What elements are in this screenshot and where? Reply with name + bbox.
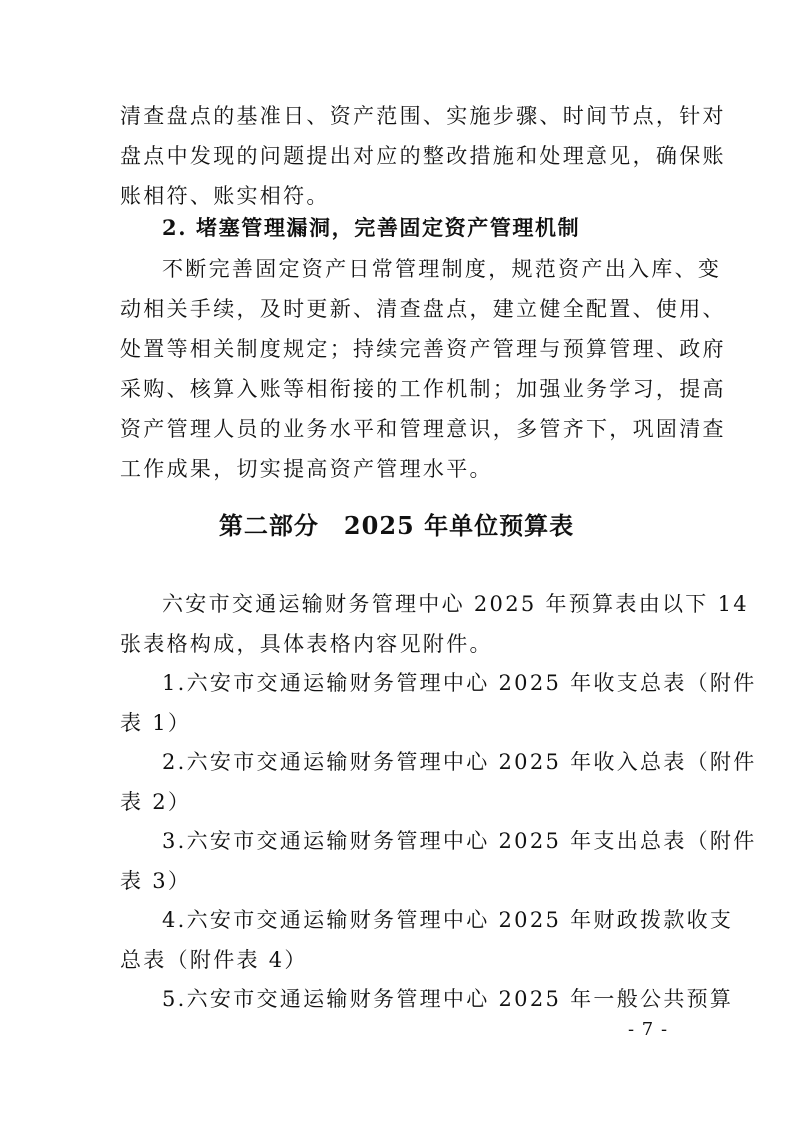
body-line: 清查盘点的基准日、资产范围、实施步骤、时间节点，针对 [120, 104, 726, 128]
intro-line: 六安市交通运输财务管理中心 2025 年预算表由以下 14 [162, 592, 749, 616]
intro-line: 张表格构成，具体表格内容见附件。 [120, 632, 493, 656]
body-line: 动相关手续，及时更新、清查盘点，建立健全配置、使用、 [120, 297, 726, 321]
list-item: 3.六安市交通运输财务管理中心 2025 年支出总表（附件 [162, 829, 757, 853]
list-item: 表 2） [120, 790, 192, 814]
body-line: 工作成果，切实提高资产管理水平。 [120, 457, 493, 481]
body-line: 不断完善固定资产日常管理制度，规范资产出入库、变 [162, 257, 722, 281]
list-item: 4.六安市交通运输财务管理中心 2025 年财政拨款收支 [162, 908, 734, 932]
body-line: 盘点中发现的问题提出对应的整改措施和处理意见，确保账 [120, 144, 726, 168]
page-number: - 7 - [627, 1019, 669, 1040]
body-line: 账相符、账实相符。 [120, 184, 330, 208]
body-line: 采购、核算入账等相衔接的工作机制；加强业务学习，提高 [120, 377, 726, 401]
part-title: 第二部分 2025 年单位预算表 [218, 511, 575, 540]
section-heading: 2. 堵塞管理漏洞，完善固定资产管理机制 [162, 215, 581, 240]
body-line: 资产管理人员的业务水平和管理意识，多管齐下，巩固清查 [120, 417, 726, 441]
list-item: 总表（附件表 4） [120, 948, 308, 972]
list-item: 2.六安市交通运输财务管理中心 2025 年收入总表（附件 [162, 750, 757, 774]
list-item: 表 3） [120, 869, 192, 893]
list-item: 1.六安市交通运输财务管理中心 2025 年收支总表（附件 [162, 671, 757, 695]
body-line: 处置等相关制度规定；持续完善资产管理与预算管理、政府 [120, 337, 726, 361]
list-item: 表 1） [120, 711, 192, 735]
list-item: 5.六安市交通运输财务管理中心 2025 年一般公共预算 [162, 987, 734, 1011]
